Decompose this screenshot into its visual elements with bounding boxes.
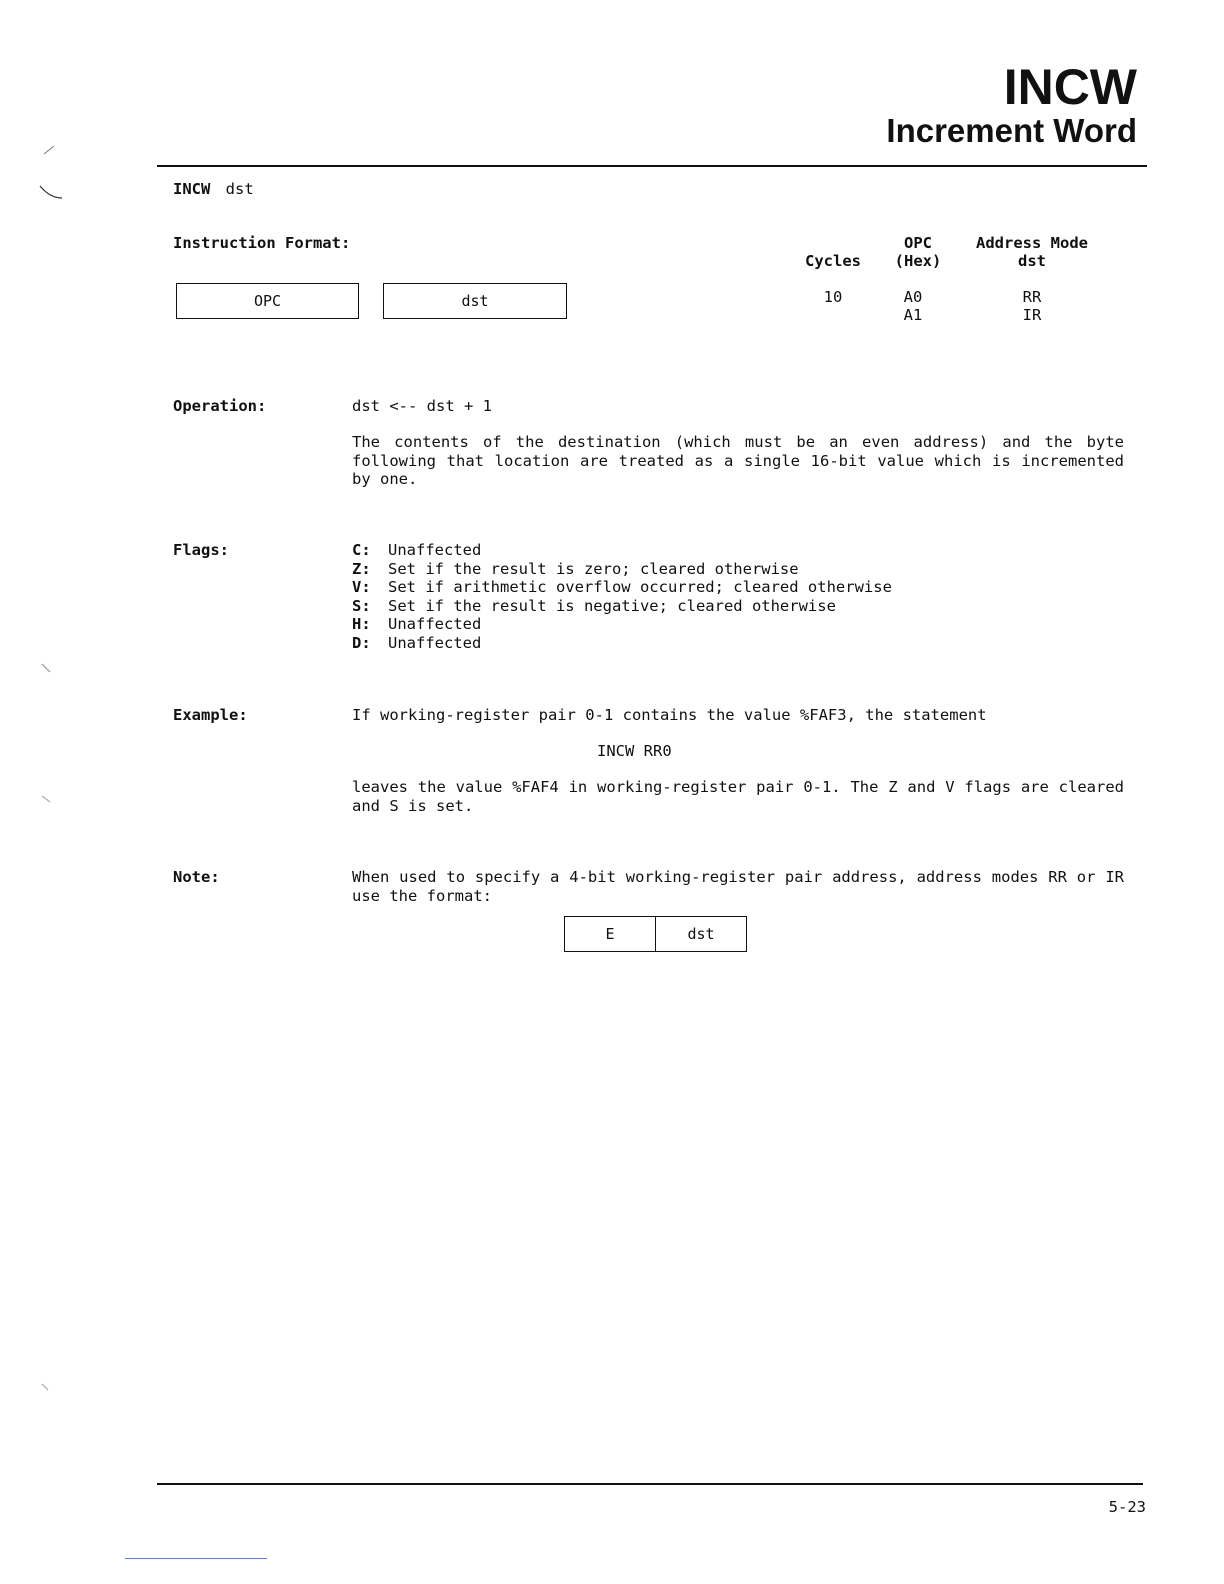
syntax-mnemonic: INCW <box>173 180 211 198</box>
note-field-dst: dst <box>655 916 747 952</box>
mode-header-line1: Address Mode <box>976 234 1088 252</box>
instruction-format-label: Instruction Format: <box>173 234 351 252</box>
flag-key: D: <box>352 633 371 652</box>
example-label: Example: <box>173 706 248 724</box>
header-rule <box>157 165 1147 167</box>
format-field-dst: dst <box>383 283 567 319</box>
page-number: 5-23 <box>1108 1498 1146 1516</box>
flag-key: H: <box>352 615 371 633</box>
flag-key: S: <box>352 596 371 615</box>
flag-key: Z: <box>352 559 371 578</box>
operation-expression: dst <-- dst + 1 <box>352 397 492 415</box>
syntax-operand: dst <box>225 180 254 198</box>
page-subtitle: Increment Word <box>886 112 1137 149</box>
flag-text: Set if arithmetic overflow occurred; cleared otherwise <box>388 578 892 596</box>
mode-header-line2: dst <box>1018 252 1046 270</box>
flag-key: C: <box>352 541 371 559</box>
flag-text: Unaffected <box>388 615 482 633</box>
example-statement: INCW RR0 <box>597 742 672 760</box>
cycles-header: Cycles <box>805 252 861 270</box>
flag-row <box>352 578 1124 597</box>
flag-text: Unaffected <box>388 633 482 652</box>
example-result: leaves the value %FAF4 in working-register pair 0-1. The Z and V flags are cleared and S is set. <box>352 778 1124 815</box>
note-label: Note: <box>173 868 220 886</box>
flag-text: Set if the result is negative; cleared otherwise <box>388 596 836 615</box>
format-field-opc: OPC <box>176 283 359 319</box>
flag-row <box>352 541 1124 560</box>
mode-value-1: IR <box>1022 306 1042 324</box>
flags-list <box>352 541 1124 652</box>
flag-row <box>352 615 1124 634</box>
scan-margin-marks <box>30 140 70 1410</box>
flags-label: Flags: <box>173 541 229 559</box>
opc-value-0: A0 <box>903 288 923 306</box>
flag-text: Unaffected <box>388 541 482 559</box>
flag-row <box>352 634 1124 653</box>
syntax-line <box>173 180 254 198</box>
note-text: When used to specify a 4-bit working-register pair address, address modes RR or IR use the format: <box>352 868 1124 905</box>
flag-key: V: <box>352 578 371 596</box>
flag-row <box>352 560 1124 579</box>
mode-value-0: RR <box>1022 288 1042 306</box>
operation-description: The contents of the destination (which must be an even address) and the byte following that location are treated as a single 16-bit value which is incremented by one. <box>352 433 1124 488</box>
flag-row <box>352 597 1124 616</box>
opc-value-1: A1 <box>903 306 923 324</box>
flag-text: Set if the result is zero; cleared otherwise <box>388 559 799 578</box>
operation-label: Operation: <box>173 397 267 415</box>
cycles-value: 10 <box>823 288 843 306</box>
note-field-e: E <box>564 916 656 952</box>
opc-header-line2: (Hex) <box>894 252 942 270</box>
footer-rule <box>157 1483 1143 1485</box>
opc-header-line1: OPC <box>904 234 932 252</box>
scan-edge-line <box>125 1558 267 1559</box>
page-title: INCW <box>1003 59 1137 115</box>
example-intro: If working-register pair 0-1 contains the value %FAF3, the statement <box>352 706 987 724</box>
